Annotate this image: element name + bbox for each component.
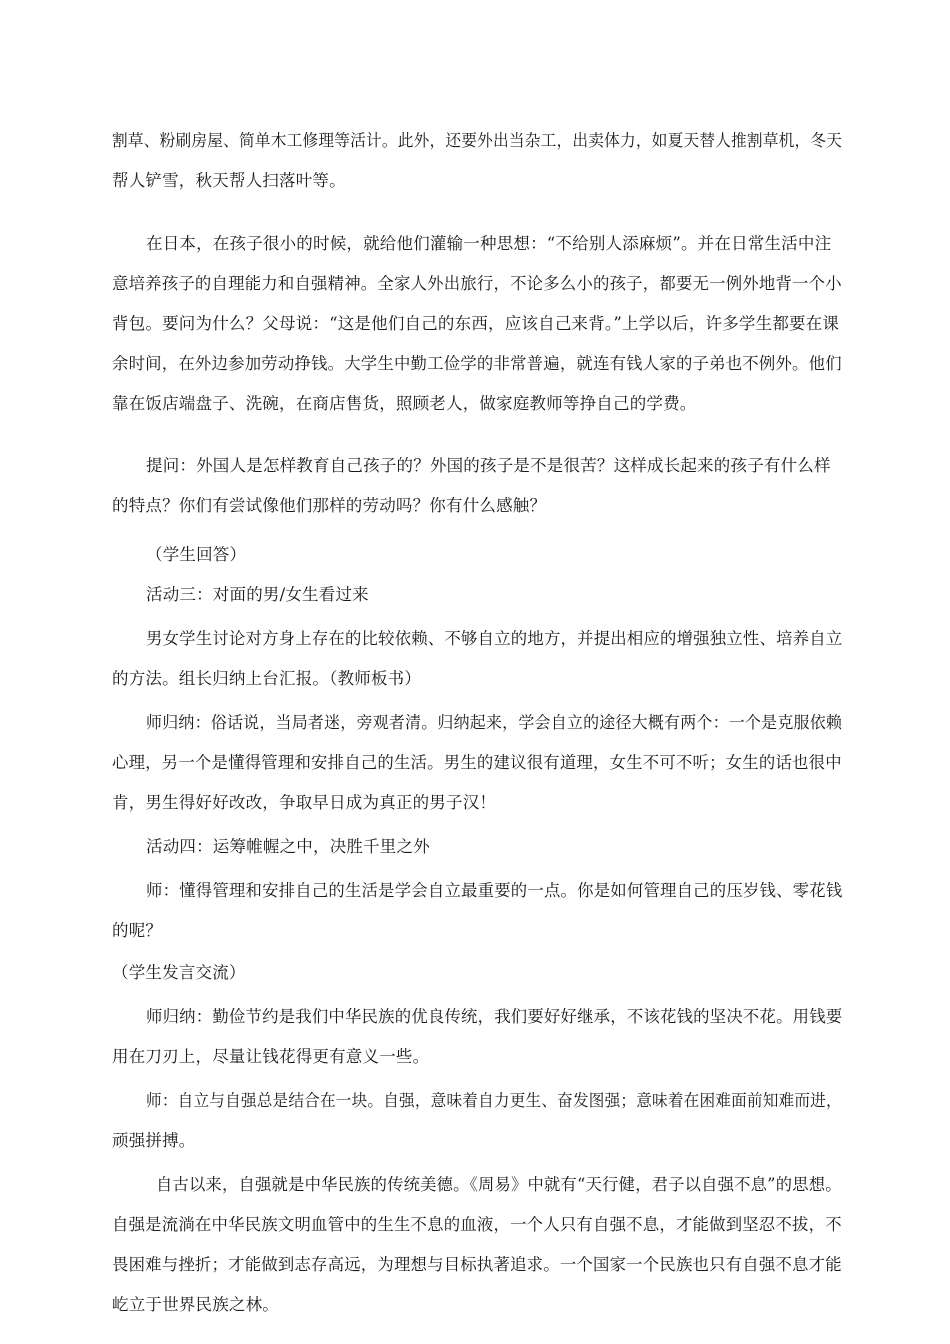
text-line: 师归纳：勤俭节约是我们中华民族的优良传统，我们要好好继承，不该花钱的坚决不花。用钱要 xyxy=(146,1007,843,1026)
text-line: 心理，另一个是懂得管理和安排自己的生活。男生的建议很有道理，女生不可不听；女生的话也很中 xyxy=(112,753,842,772)
text-line: 自强是流淌在中华民族文明血管中的生生不息的血液，一个人只有自强不息，才能做到坚忍不拔，不 xyxy=(112,1215,842,1234)
text-line: 师：自立与自强总是结合在一块。自强，意味着自力更生、奋发图强；意味着在困难面前知难而进， xyxy=(146,1091,842,1110)
text-line: 师：懂得管理和安排自己的生活是学会自立最重要的一点。你是如何管理自己的压岁钱、零花钱 xyxy=(146,881,843,900)
text-line: 的特点？你们有尝试像他们那样的劳动吗？你有什么感触？ xyxy=(112,496,547,515)
text-line: 男女学生讨论对方身上存在的比较依赖、不够自立的地方，并提出相应的增强独立性、培养自立 xyxy=(146,629,843,648)
text-line: 师归纳：俗话说，当局者迷，旁观者清。归纳起来，学会自立的途径大概有两个：一个是克服依赖 xyxy=(146,713,843,732)
text-line: （学生回答） xyxy=(146,545,247,564)
text-line: 顽强拼搏。 xyxy=(112,1131,196,1150)
text-line: 用在刀刃上，尽量让钱花得更有意义一些。 xyxy=(112,1047,430,1066)
text-line: （学生发言交流） xyxy=(112,963,246,982)
text-line: 在日本，在孩子很小的时候，就给他们灌输一种思想：“不给别人添麻烦”。并在日常生活中注 xyxy=(146,234,832,253)
text-line: 肯，男生得好好改改，争取早日成为真正的男子汉！ xyxy=(112,793,497,812)
text-line: 靠在饭店端盘子、洗碗，在商店售货，照顾老人，做家庭教师等挣自己的学费。 xyxy=(112,394,697,413)
text-line: 自古以来，自强就是中华民族的传统美德。《周易》中就有“天行健，君子以自强不息”的思想。 xyxy=(156,1175,842,1194)
text-line: 的呢？ xyxy=(112,921,163,940)
text-line: 屹立于世界民族之林。 xyxy=(112,1295,279,1314)
text-line: 活动三：对面的男/女生看过来 xyxy=(146,585,369,604)
text-line: 背包。要问为什么？父母说：“这是他们自己的东西，应该自己来背。”上学以后，许多学生都要在课 xyxy=(112,314,840,333)
text-line: 提问：外国人是怎样教育自己孩子的？外国的孩子是不是很苦？这样成长起来的孩子有什么样 xyxy=(146,456,831,475)
text-line: 的方法。组长归纳上台汇报。（教师板书） xyxy=(112,669,422,688)
text-line: 畏困难与挫折；才能做到志存高远，为理想与目标执著追求。一个国家一个民族也只有自强不息才能 xyxy=(112,1255,842,1274)
text-line: 余时间，在外边参加劳动挣钱。大学生中勤工俭学的非常普遍，就连有钱人家的子弟也不例外。他们 xyxy=(112,354,842,373)
text-line: 割草、粉刷房屋、简单木工修理等活计。此外，还要外出当杂工，出卖体力，如夏天替人推割草机，冬天 xyxy=(112,131,843,150)
text-line: 帮人铲雪，秋天帮人扫落叶等。 xyxy=(112,171,346,190)
text-line: 意培养孩子的自理能力和自强精神。全家人外出旅行，不论多么小的孩子，都要无一例外地背一个小 xyxy=(112,274,842,293)
text-line: 活动四：运筹帷幄之中，决胜千里之外 xyxy=(146,837,430,856)
